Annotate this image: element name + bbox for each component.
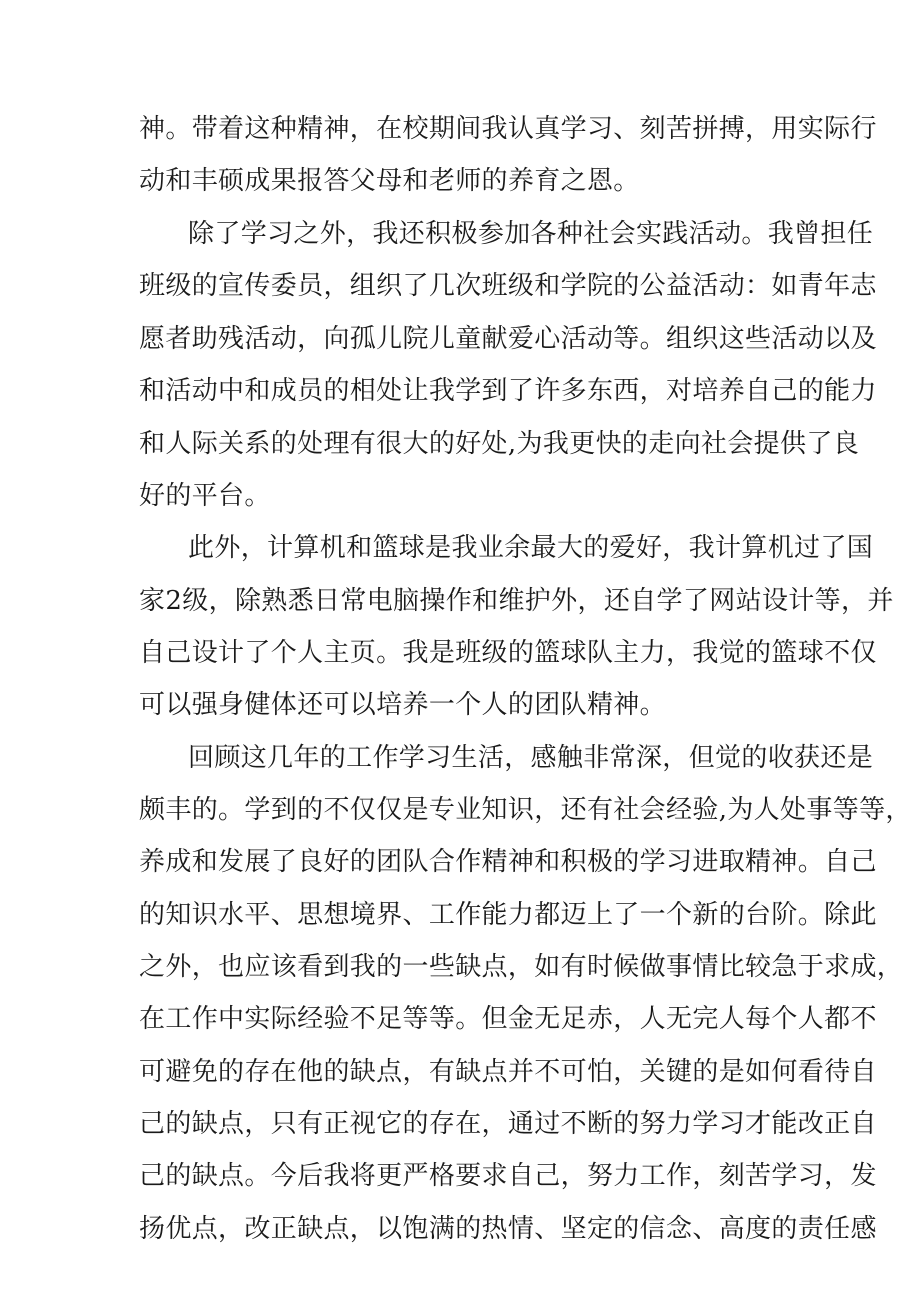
text-line: 愿者助残活动，向孤儿院儿童献爱心活动等。组织这些活动以及 bbox=[139, 324, 877, 354]
text-line: 扬优点，改正缺点，以饱满的热情、坚定的信念、高度的责任感 bbox=[139, 1214, 877, 1244]
text-line: 己的缺点。今后我将更严格要求自己，努力工作，刻苦学习，发 bbox=[139, 1161, 877, 1191]
text-line: 和人际关系的处理有很大的好处,为我更快的走向社会提供了良 bbox=[139, 429, 860, 459]
text-line: 班级的宣传委员，组织了几次班级和学院的公益活动：如青年志 bbox=[139, 271, 877, 301]
paragraph-first-line: 此外，计算机和篮球是我业余最大的爱好，我计算机过了国 bbox=[188, 533, 874, 563]
paragraph-first-line: 除了学习之外，我还积极参加各种社会实践活动。我曾担任 bbox=[188, 219, 874, 249]
text-line: 和活动中和成员的相处让我学到了许多东西，对培养自己的能力 bbox=[139, 376, 877, 406]
text-line: 可避免的存在他的缺点，有缺点并不可怕，关键的是如何看待自 bbox=[139, 1057, 877, 1087]
text-line: 的知识水平、思想境界、工作能力都迈上了一个新的台阶。除此 bbox=[139, 900, 877, 930]
text-line: 可以强身健体还可以培养一个人的团队精神。 bbox=[139, 690, 667, 720]
text-line: 动和丰硕成果报答父母和老师的养育之恩。 bbox=[139, 166, 640, 196]
text-line: 在工作中实际经验不足等等。但金无足赤，人无完人每个人都不 bbox=[139, 1004, 877, 1034]
text-line: 养成和发展了良好的团队合作精神和积极的学习进取精神。自己 bbox=[139, 847, 877, 877]
text-line: 自己设计了个人主页。我是班级的篮球队主力，我觉的篮球不仅 bbox=[139, 638, 877, 668]
text-line: 颇丰的。学到的不仅仅是专业知识，还有社会经验,为人处事等等， bbox=[139, 795, 912, 825]
text-line: 己的缺点，只有正视它的存在，通过不断的努力学习才能改正自 bbox=[139, 1109, 877, 1139]
text-line: 神。带着这种精神，在校期间我认真学习、刻苦拼搏，用实际行 bbox=[139, 114, 877, 144]
text-line: 之外，也应该看到我的一些缺点，如有时候做事情比较急于求成， bbox=[139, 952, 904, 982]
paragraph-first-line: 回顾这几年的工作学习生活，感触非常深，但觉的收获还是 bbox=[188, 743, 874, 773]
text-line: 好的平台。 bbox=[139, 481, 271, 511]
text-line: 家2级，除熟悉日常电脑操作和维护外，还自学了网站设计等，并 bbox=[139, 586, 894, 616]
